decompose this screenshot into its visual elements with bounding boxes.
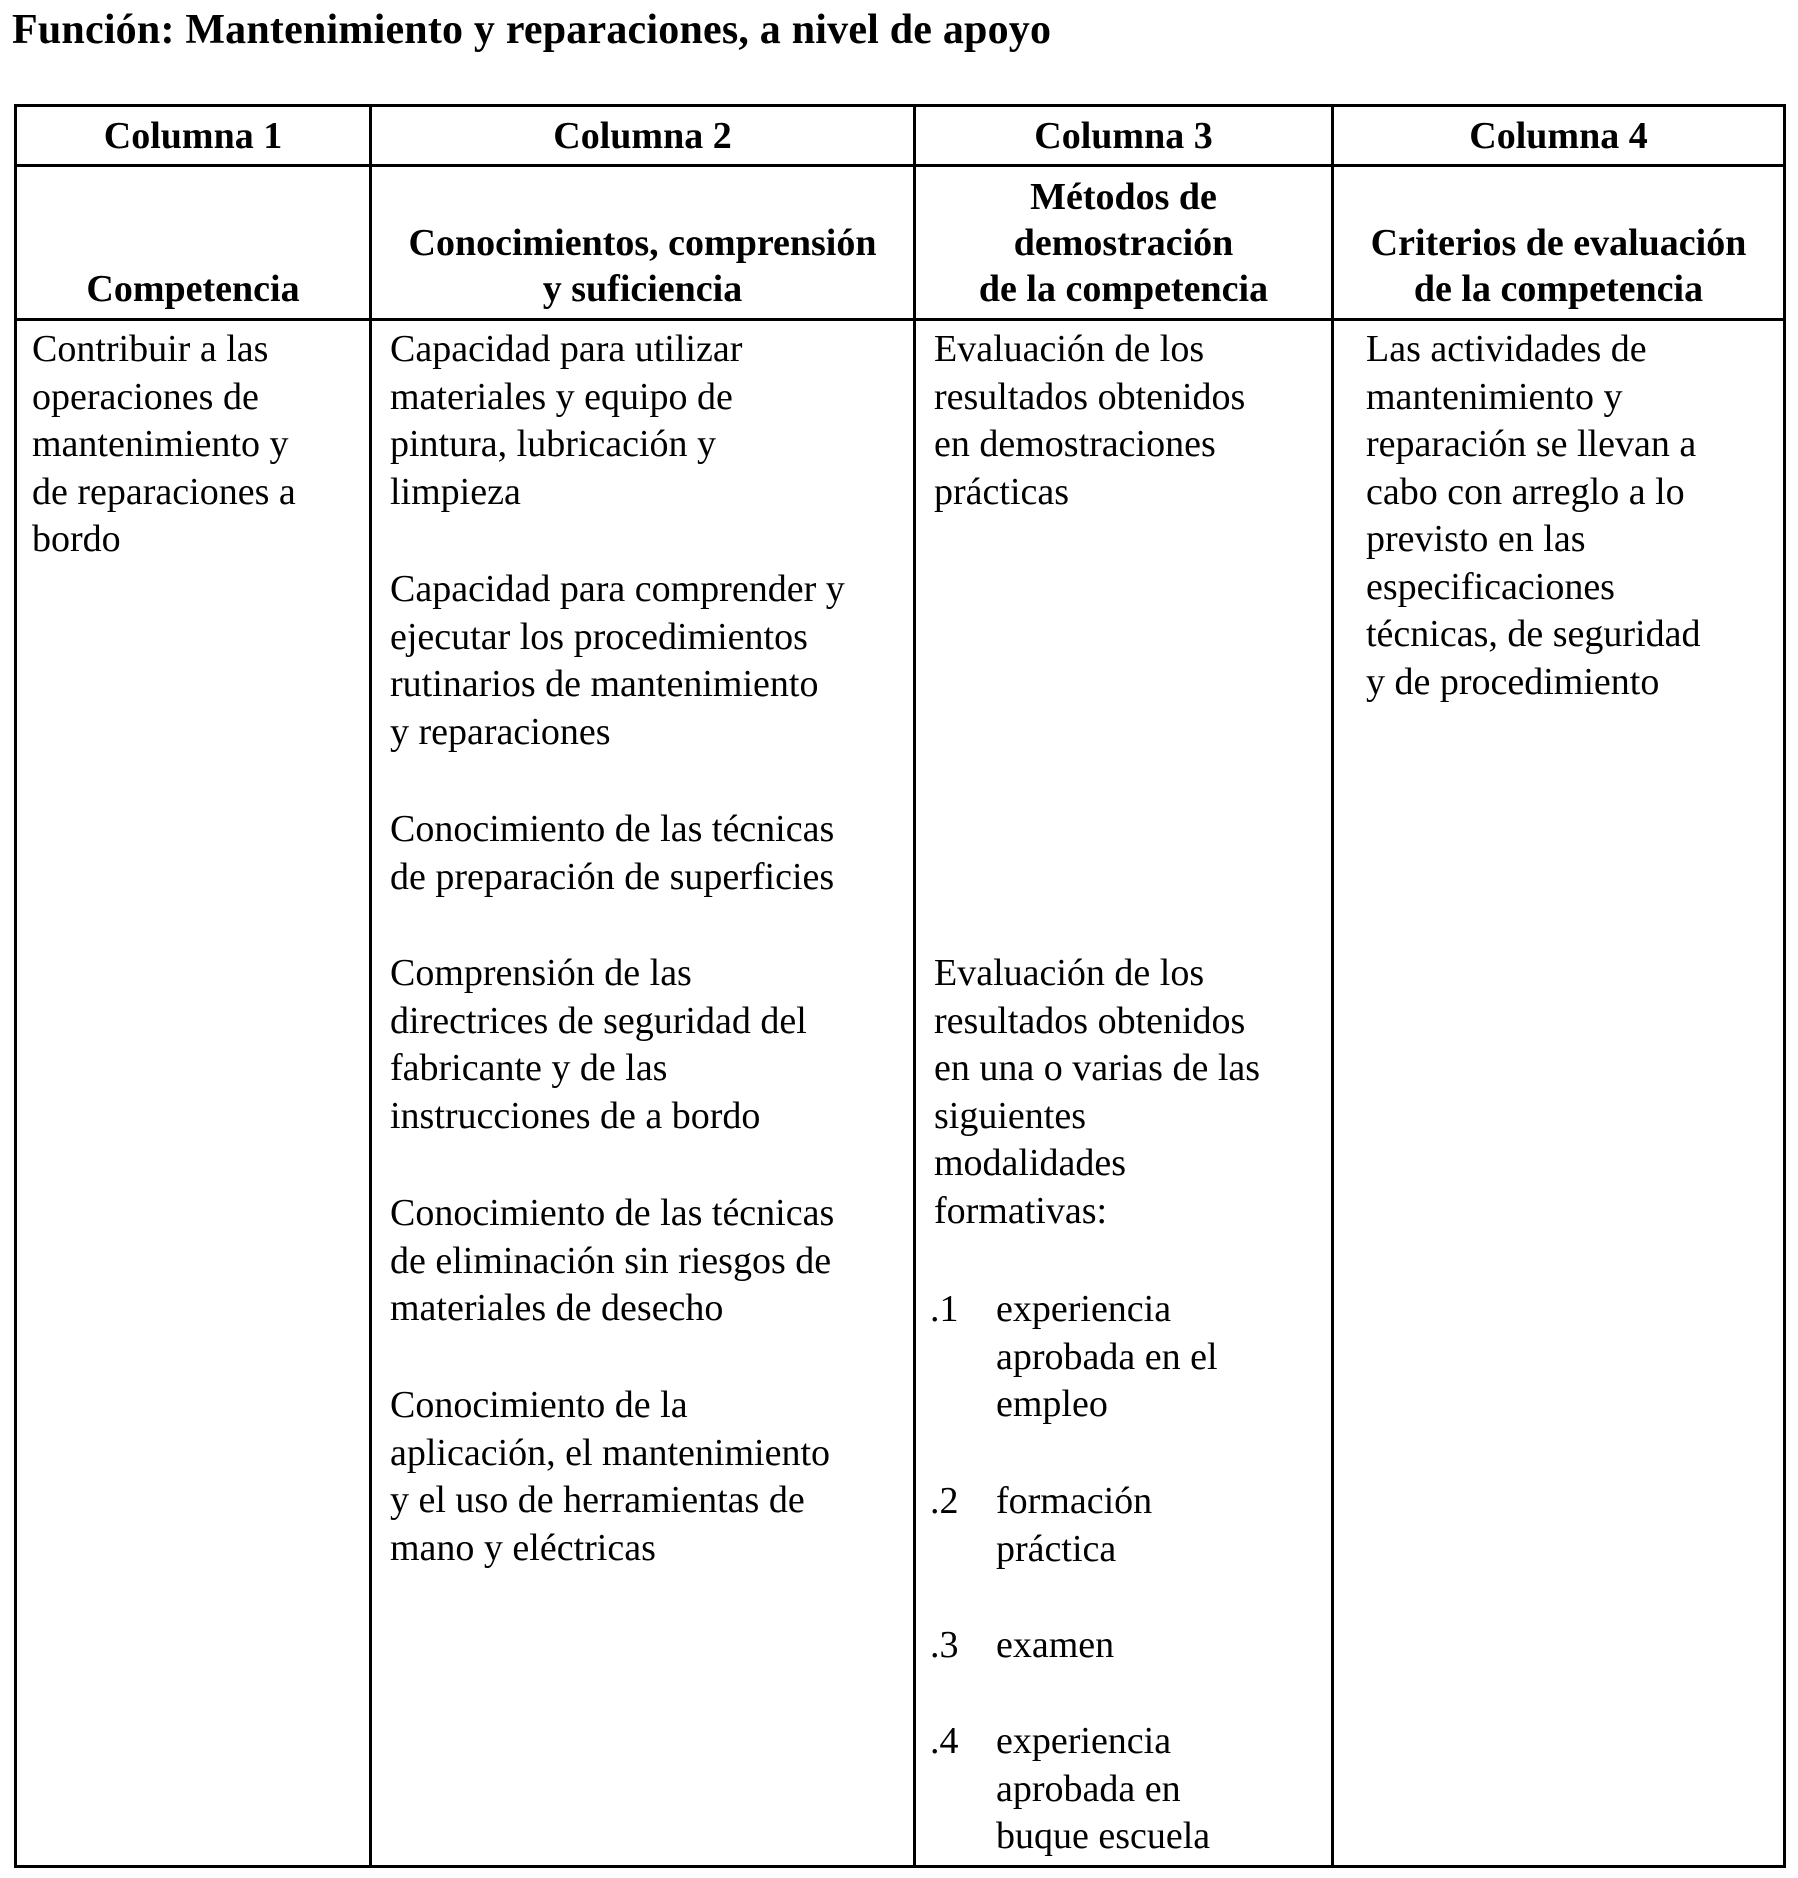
- subheader-competencia-text: Competencia: [86, 268, 300, 310]
- subheader-competencia: [17, 168, 369, 316]
- row-divider: [14, 318, 1786, 321]
- conocimiento-item: Conocimiento de la aplicación, el mantenimiento y el uso de herramientas de mano y eléctricas: [390, 1384, 831, 1569]
- list-number: .1: [930, 1288, 959, 1330]
- conocimiento-item: Capacidad para comprender y ejecutar los procedimientos rutinarios de mantenimiento y reparaciones: [390, 568, 845, 753]
- list-text: formación práctica: [996, 1480, 1153, 1570]
- modalidad-item: [930, 1718, 1325, 1862]
- subheader-criterios: [1334, 168, 1783, 316]
- column-divider: [369, 104, 372, 1868]
- subheader-conocimientos: [372, 168, 913, 316]
- subheader-conocimientos-text: Conocimientos, comprensión y suficiencia: [408, 222, 877, 310]
- criterios-cell: Las actividades de mantenimiento y reparación se llevan a cabo con arreglo a lo previsto en las especificaciones técnicas, de seguridad y de procedimiento: [1366, 328, 1701, 703]
- list-number: .4: [930, 1720, 959, 1762]
- list-text: experiencia aprobada en buque escuela: [996, 1720, 1211, 1857]
- list-number: .2: [930, 1480, 959, 1522]
- subheader-metodos-text: Métodos de demostración de la competencia: [978, 176, 1269, 310]
- conocimiento-item: Comprensión de las directrices de seguridad del fabricante y de las instrucciones de a bordo: [390, 952, 807, 1137]
- column-divider: [913, 104, 916, 1868]
- column-header-1: Columna 1: [103, 115, 283, 157]
- list-text: experiencia aprobada en el empleo: [996, 1288, 1218, 1425]
- subheader-metodos: [916, 168, 1331, 316]
- metodo-demostraciones: Evaluación de los resultados obtenidos en demostraciones prácticas: [934, 328, 1246, 513]
- conocimiento-item: Capacidad para utilizar materiales y equipo de pintura, lubricación y limpieza: [390, 328, 743, 513]
- competencia-cell: Contribuir a las operaciones de mantenimiento y de reparaciones a bordo: [32, 328, 296, 560]
- column-header-2: Columna 2: [553, 115, 732, 157]
- page-title: Función: Mantenimiento y reparaciones, a nivel de apoyo: [12, 7, 1052, 53]
- conocimiento-item: Conocimiento de las técnicas de eliminación sin riesgos de materiales de desecho: [390, 1192, 835, 1329]
- column-header-3: Columna 3: [1034, 115, 1213, 157]
- column-header-4: Columna 4: [1469, 115, 1648, 157]
- conocimiento-item: Conocimiento de las técnicas de preparación de superficies: [390, 808, 835, 898]
- subheader-criterios-text: Criterios de evaluación de la competencia: [1370, 222, 1747, 310]
- column-divider: [1331, 104, 1334, 1868]
- modalidad-item: [930, 1622, 1325, 1670]
- list-text: examen: [996, 1624, 1115, 1666]
- list-number: .3: [930, 1624, 959, 1666]
- row-divider: [14, 164, 1786, 167]
- modalidad-item: [930, 1286, 1325, 1430]
- modalidad-item: [930, 1478, 1325, 1574]
- metodo-modalidades: Evaluación de los resultados obtenidos en una o varias de las siguientes modalidades formativas:: [934, 952, 1261, 1232]
